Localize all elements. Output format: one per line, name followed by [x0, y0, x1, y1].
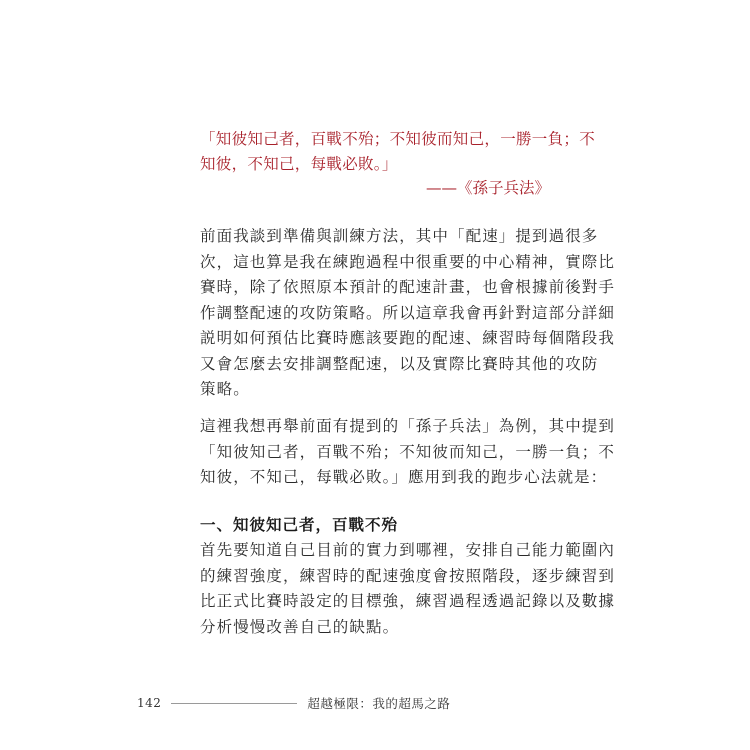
text-line: 首先要知道自己目前的實力到哪裡，安排自己能力範圍內: [200, 541, 616, 559]
text-line: 作調整配速的攻防策略。所以這章我會再針對這部分詳細: [200, 303, 616, 322]
section-heading: 一、知彼知己者，百戰不殆: [200, 516, 399, 534]
epigraph-quote: [200, 127, 596, 177]
text-line: 又會怎麼去安排調整配速，以及實際比賽時其他的攻防: [200, 354, 599, 373]
running-title: 超越極限：我的超馬之路: [307, 696, 451, 711]
paragraph-pacing-intro: [200, 224, 616, 403]
epigraph-source: ——《孫子兵法》: [425, 179, 550, 197]
text-line: 賽時，除了依照原本預計的配速計畫，也會根據前後對手: [200, 278, 616, 296]
page-footer: [137, 694, 450, 712]
text-line: 次，這也算是我在練跑過程中很重要的中心精神，實際比: [200, 252, 616, 271]
text-line: 策略。: [200, 380, 250, 398]
epigraph-line: 知彼，不知己，每戰必敗。」: [200, 155, 398, 173]
text-line: 比正式比賽時設定的目標強，練習過程透過記錄以及數據: [200, 592, 616, 610]
paragraph-sunzi-reference: [200, 414, 616, 491]
text-line: 的練習強度，練習時的配速強度會按照階段，逐步練習到: [200, 566, 616, 585]
text-line: 知彼，不知己，每戰必敗。」應用到我的跑步心法就是：: [200, 468, 608, 486]
footer-divider: [171, 703, 297, 704]
paragraph-section-body: [200, 538, 616, 640]
text-line: 這裡我想再舉前面有提到的「孫子兵法」為例，其中提到: [200, 417, 616, 435]
text-line: 分析慢慢改善自己的缺點。: [200, 617, 400, 636]
text-line: 前面我談到準備與訓練方法，其中「配速」提到過很多: [200, 227, 599, 245]
text-line: 説明如何預估比賽時應該要跑的配速、練習時每個階段我: [200, 329, 616, 347]
page-number: 142: [137, 696, 162, 710]
text-line: 「知彼知己者，百戰不殆；不知彼而知己，一勝一負；不: [200, 442, 616, 461]
epigraph-line: 「知彼知己者，百戰不殆；不知彼而知己，一勝一負；不: [200, 130, 596, 148]
